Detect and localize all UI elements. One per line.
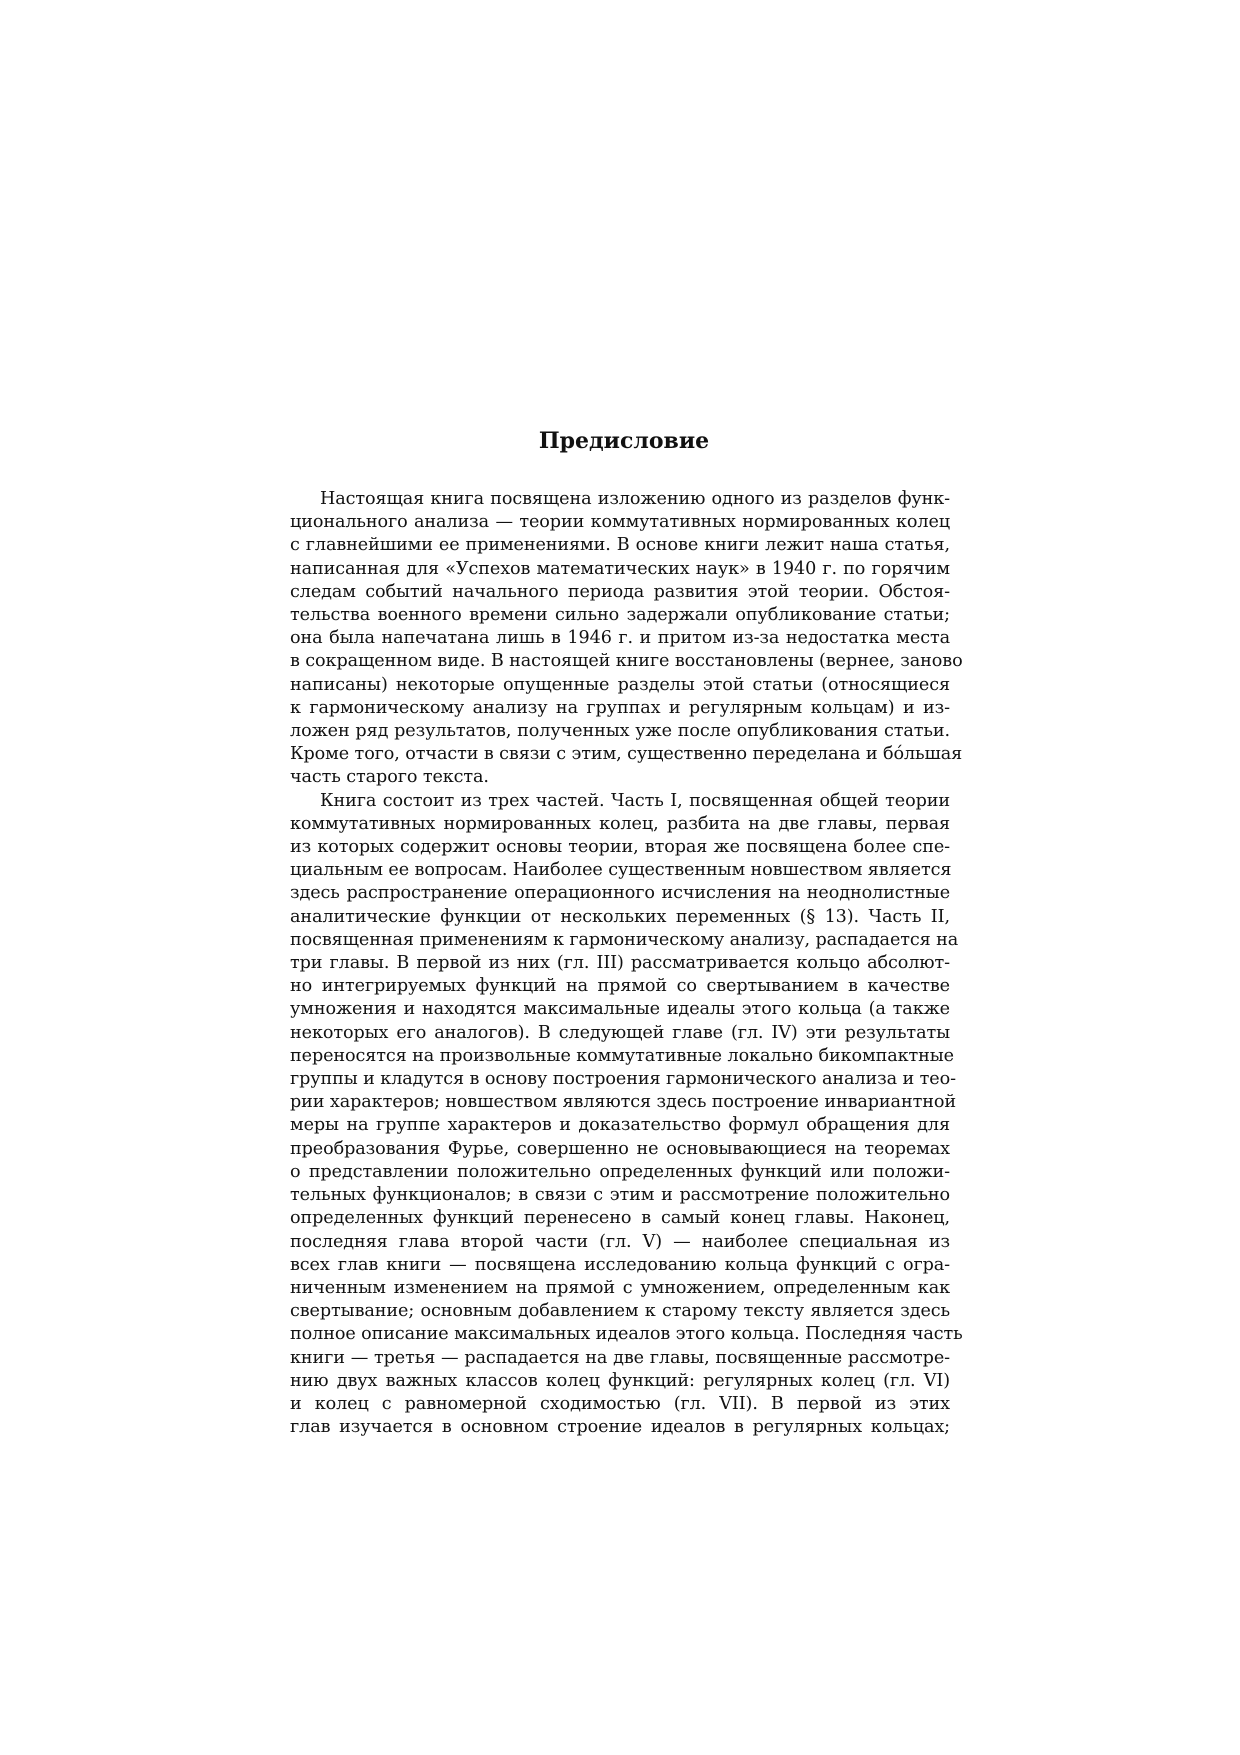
text-line: переносятся на произвольные коммутативные локально бикомпактные — [290, 1045, 954, 1066]
text-line: книги — третья — распадается на две главы, посвященные рассмотре- — [290, 1347, 950, 1368]
paragraphs-container — [290, 488, 963, 1439]
text-line: написаны) некоторые опущенные разделы этой статьи (относящиеся — [290, 674, 950, 695]
text-line: Книга состоит из трех частей. Часть I, посвященная общей теории — [320, 790, 950, 811]
text-line: она была напечатана лишь в 1946 г. и притом из-за недостатка места — [290, 628, 950, 649]
text-line: последняя глава второй части (гл. V) — наиболее специальная из — [290, 1231, 950, 1252]
text-line: часть старого текста. — [290, 767, 489, 788]
text-line: меры на группе характеров и доказательство формул обращения для — [290, 1115, 950, 1136]
text-line: глав изучается в основном строение идеалов в регулярных кольцах; — [290, 1417, 950, 1438]
text-line: тельства военного времени сильно задержали опубликование статьи; — [290, 605, 950, 626]
text-line: написанная для «Успехов математических наук» в 1940 г. по горячим — [290, 558, 950, 579]
text-line: и колец с равномерной сходимостью (гл. VII). В первой из этих — [290, 1393, 950, 1414]
text-line: в сокращенном виде. В настоящей книге восстановлены (вернее, заново — [290, 651, 963, 672]
paragraph — [290, 790, 963, 1440]
text-line: ниченным изменением на прямой с умножением, определенным как — [290, 1277, 950, 1298]
text-line: рии характеров; новшеством являются здесь построение инвариантной — [290, 1092, 956, 1113]
text-line: но интегрируемых функций на прямой со свертыванием в качестве — [290, 976, 950, 997]
paragraph — [290, 488, 963, 790]
text-line: тельных функционалов; в связи с этим и рассмотрение положительно — [290, 1185, 950, 1206]
text-line: свертывание; основным добавлением к старому тексту является здесь — [290, 1301, 950, 1322]
text-line: циальным ее вопросам. Наиболее существенным новшеством является — [290, 860, 952, 881]
text-line: коммутативных нормированных колец, разбита на две главы, первая — [290, 813, 950, 834]
text-line: преобразования Фурье, совершенно не основывающиеся на теоремах — [290, 1138, 950, 1159]
text-line: полное описание максимальных идеалов этого кольца. Последняя часть — [290, 1324, 963, 1345]
text-line: к гармоническому анализу на группах и регулярным кольцам) и из- — [290, 697, 950, 718]
text-line: из которых содержит основы теории, вторая же посвящена более спе- — [290, 837, 950, 858]
text-line: следам событий начального периода развития этой теории. Обстоя- — [290, 581, 950, 602]
text-line: некоторых его аналогов). В следующей главе (гл. IV) эти результаты — [290, 1022, 950, 1043]
page-body — [290, 425, 963, 1439]
text-line: с главнейшими ее применениями. В основе книги лежит наша статья, — [290, 535, 950, 556]
text-line: всех глав книги — посвящена исследованию кольца функций с огра- — [290, 1254, 950, 1275]
text-line: определенных функций перенесено в самый конец главы. Наконец, — [290, 1208, 950, 1229]
text-line: ционального анализа — теории коммутативных нормированных колец — [290, 512, 950, 533]
text-line: посвященная применениям к гармоническому анализу, распадается на — [290, 929, 959, 950]
text-line: о представлении положительно определенных функций или положи- — [290, 1161, 950, 1182]
text-line: аналитические функции от нескольких переменных (§ 13). Часть II, — [290, 906, 950, 927]
text-line: умножения и находятся максимальные идеалы этого кольца (а также — [290, 999, 950, 1020]
page-title: Предисловие — [538, 428, 710, 454]
text-line: Кроме того, отчасти в связи с этим, существенно переделана и бóльшая — [290, 744, 963, 765]
text-line: группы и кладутся в основу построения гармонического анализа и тео- — [290, 1069, 956, 1090]
text-line: Настоящая книга посвящена изложению одного из разделов функ- — [320, 489, 950, 509]
text-line: ложен ряд результатов, полученных уже после опубликования статьи. — [290, 721, 950, 742]
text-line: здесь распространение операционного исчисления на неоднолистные — [290, 883, 950, 904]
text-line: нию двух важных классов колец функций: регулярных колец (гл. VI) — [290, 1370, 950, 1391]
text-line: три главы. В первой из них (гл. III) рассматривается кольцо абсолют- — [290, 953, 950, 974]
